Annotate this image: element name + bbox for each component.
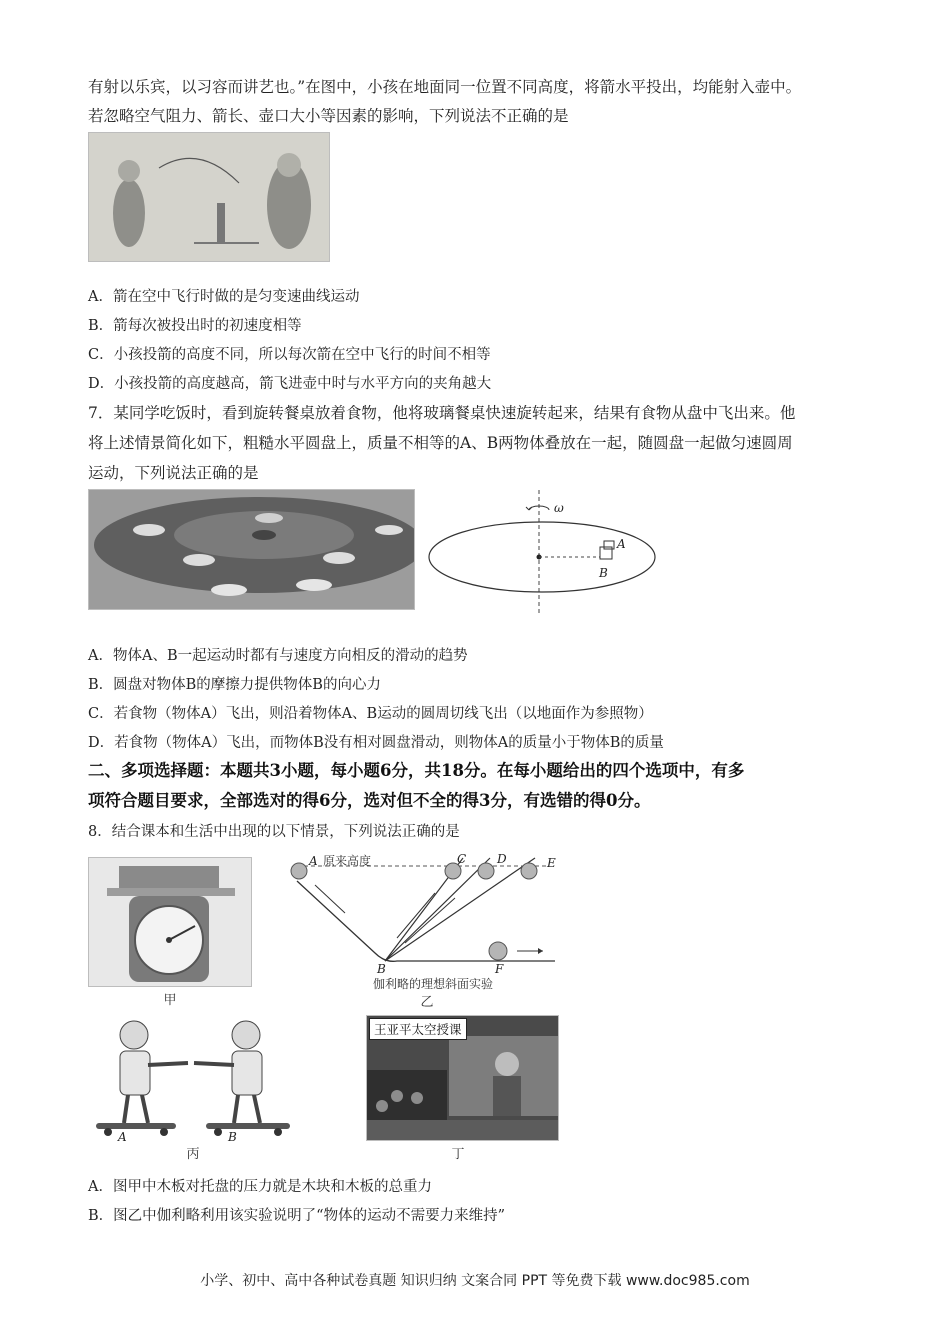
section-2-heading-line-1: 二、多项选择题：本题共3小题，每小题6分，共18分。在每小题给出的四个选项中，有多: [88, 761, 745, 780]
page-footer: 小学、初中、高中各种试卷真题 知识归纳 文案合同 PPT 等免费下载 www.doc985.com: [200, 1273, 750, 1289]
figure-ding-caption: 丁: [451, 1147, 465, 1162]
q7-text-line-2: 将上述情景简化如下，粗糙水平圆盘上，质量不相等的A、B两物体叠放在一起，随圆盘一起做匀速圆周: [88, 434, 793, 452]
q6-text-line-2: 若忽略空气阻力、箭长、壶口大小等因素的影响，下列说法不正确的是: [88, 107, 569, 125]
q8-option-a: A．图甲中木板对托盘的压力就是木块和木板的总重力: [88, 1179, 432, 1195]
section-2-heading-line-2: 项符合题目要求，全部选对的得6分，选对但不全的得3分，有选错的得0分。: [88, 791, 651, 810]
q6-option-a: A．箭在空中飞行时做的是匀变速曲线运动: [88, 289, 360, 305]
point-f-label: F: [495, 962, 504, 976]
figure-jia-caption: 甲: [163, 993, 177, 1008]
point-c-label: C: [457, 853, 467, 866]
rotating-table-photo: [88, 489, 415, 610]
q6-option-c: C．小孩投箭的高度不同，所以每次箭在空中飞行的时间不相等: [88, 347, 491, 363]
q6-option-d: D．小孩投箭的高度越高，箭飞进壶中时与水平方向的夹角越大: [88, 376, 492, 392]
point-a-label: A: [309, 854, 318, 868]
object-a-label: A: [617, 537, 626, 551]
figure-bing-caption: 丙: [186, 1147, 200, 1162]
scale-photo: [88, 857, 252, 987]
arrow-throwing-painting: [88, 132, 330, 262]
q7-text-line-3: 运动，下列说法正确的是: [88, 464, 259, 482]
skater-b-label: B: [228, 1130, 237, 1141]
q7-option-b: B．圆盘对物体B的摩擦力提供物体B的向心力: [88, 677, 381, 693]
q7-text-line-1: 7．某同学吃饭时，看到旋转餐桌放着食物，他将玻璃餐桌快速旋转起来，结果有食物从盘中飞出来。他: [88, 404, 796, 422]
space-lecture-banner: 王亚平太空授课: [369, 1018, 467, 1040]
galileo-incline-diagram: [285, 853, 560, 1008]
q8-option-b: B．图乙中伽利略利用该实验说明了“物体的运动不需要力来维持”: [88, 1208, 505, 1224]
q7-option-d: D．若食物（物体A）飞出，而物体B没有相对圆盘滑动，则物体A的质量小于物体B的质量: [88, 735, 664, 751]
q7-option-a: A．物体A、B一起运动时都有与速度方向相反的滑动的趋势: [88, 648, 468, 664]
omega-label: ω: [554, 501, 564, 515]
q6-option-b: B．箭每次被投出时的初速度相等: [88, 318, 302, 334]
rotating-disc-diagram: [425, 485, 660, 615]
original-height-label: 原来高度: [323, 854, 372, 868]
point-b-label: B: [377, 962, 386, 976]
space-lecture-photo: [366, 1015, 559, 1141]
q6-text-line-1: 有射以乐宾，以习容而讲艺也。”在图中，小孩在地面同一位置不同高度，将箭水平投出，均能射入壶中。: [88, 78, 802, 96]
figure-yi-caption: 乙: [420, 995, 434, 1010]
galileo-caption: 伽利略的理想斜面实验: [373, 977, 494, 991]
skateboard-push-illustration: [88, 1015, 298, 1141]
point-e-label: E: [547, 856, 556, 870]
q8-stem: 8．结合课本和生活中出现的以下情景，下列说法正确的是: [88, 824, 460, 840]
skater-a-label: A: [118, 1130, 127, 1141]
q7-option-c: C．若食物（物体A）飞出，则沿着物体A、B运动的圆周切线飞出（以地面作为参照物）: [88, 706, 653, 722]
point-d-label: D: [497, 853, 507, 866]
object-b-label: B: [599, 566, 608, 580]
